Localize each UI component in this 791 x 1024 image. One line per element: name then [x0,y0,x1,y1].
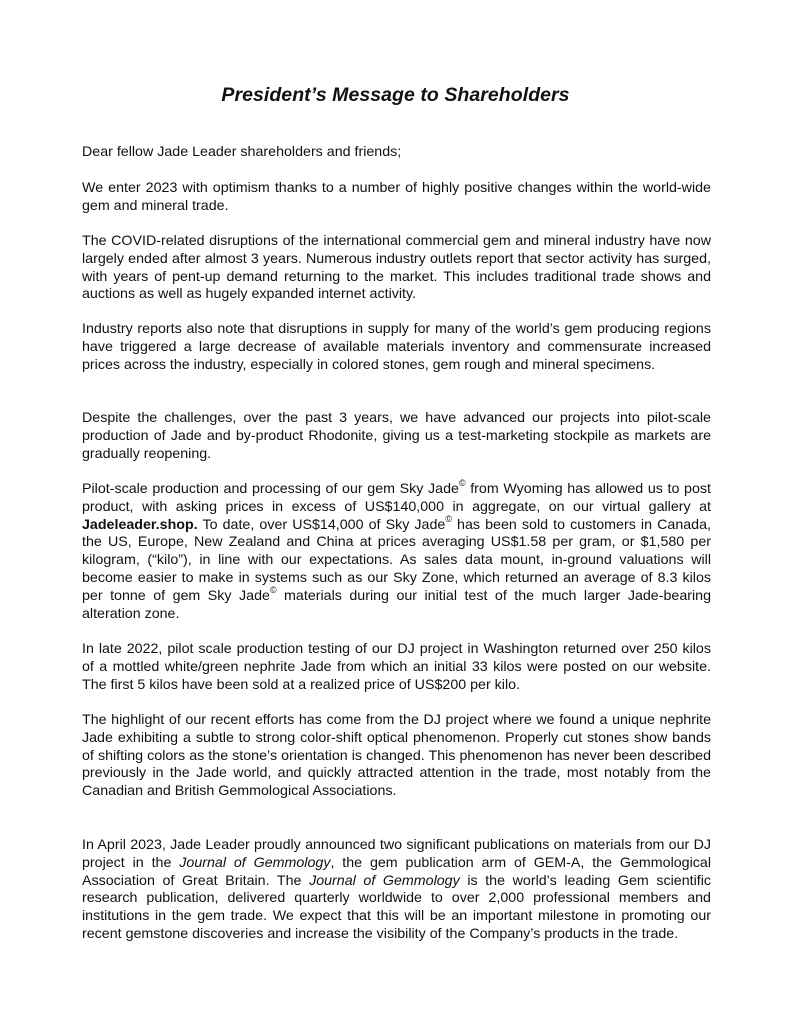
publications-text-c: is the world’s leading Gem scientific research publication, delivered quarterly worldwide to over 2,000 professional members and institutions in the gem trade. We expect that this will be an important milestone in promoting our recent gemstone discoveries and increase the visibility of the Company’s products in the trade. [82,872,712,942]
website-link[interactable]: Jadeleader.shop. [82,516,198,533]
paragraph-sky-jade [82,478,712,623]
paragraph-publications [82,837,711,944]
journal-name: Journal of Gemmology [309,872,460,889]
sky-jade-text-e: materials during our initial test of the much larger Jade-bearing alteration zone. [82,587,712,622]
sky-jade-text-a: Pilot-scale production and processing of our gem Sky Jade [82,481,459,497]
paragraph-industry-supply: Industry reports also note that disruptions in supply for many of the world’s gem producing regions have triggered a large decrease of available materials inventory and commensurate increased prices across the industry, especially in colored stones, gem rough and mineral specimens. [82,321,711,373]
paragraph-color-shift: The highlight of our recent efforts has come from the DJ project where we found a unique nephrite Jade exhibiting a subtle to strong color-shift optical phenomenon. Properly cut stones show bands of shifting colors as the stone’s orientation is changed. This phenomenon has never been described previously in the Jade world, and quickly attracted attention in the trade, most notably from the Canadian and British Gemmological Associations. [82,712,711,800]
publications-text-a: In April 2023, Jade Leader proudly announced two significant publications on materials from our DJ project in the [82,837,711,871]
copyright-mark: © [269,585,277,596]
sky-jade-text-d: has been sold to customers in Canada, the US, Europe, New Zealand and China at prices averaging US$1.58 per gram, or $1,580 per kilogram, (“kilo”), in line with our expectations. As sales data mount, in-ground valuations will become easier to make in systems such as our Sky Zone, which returned an average of 8.3 kilos per tonne of gem Sky Jade [82,516,711,604]
publications-text-b: , the gem publication arm of GEM-A, the Gemmological Association of Great Britain. The [82,854,711,889]
salutation: Dear fellow Jade Leader shareholders and friends; [82,144,402,160]
page-title: President’s Message to Shareholders [221,84,570,106]
paragraph-outlook: We enter 2023 with optimism thanks to a number of highly positive changes within the world-wide gem and mineral trade. [82,180,711,214]
paragraph-covid: The COVID-related disruptions of the international commercial gem and mineral industry have now largely ended after almost 3 years. Numerous industry outlets report that sector activity has surged, with years of pent-up demand returning to the market. This includes traditional trade shows and auctions as well as hugely expanded internet activity. [82,233,711,303]
paragraph-pilot-scale: Despite the challenges, over the past 3 years, we have advanced our projects into pilot-scale production of Jade and by-product Rhodonite, giving us a test-marketing stockpile as markets are gradually reopening. [82,410,711,462]
copyright-mark: © [445,513,452,524]
sky-jade-text-c: To date, over US$14,000 of Sky Jade [197,516,446,533]
sky-jade-text-b: from Wyoming has allowed us to post product, with asking prices in excess of US$140,000 in aggregate, on our virtual gallery at [82,481,711,515]
paragraph-dj-project: In late 2022, pilot scale production testing of our DJ project in Washington returned over 250 kilos of a mottled white/green nephrite Jade from which an initial 33 kilos were posted on our website. The first 5 kilos have been sold at a realized price of US$200 per kilo. [82,641,711,693]
copyright-mark: © [458,478,466,489]
journal-name: Journal of Gemmology [179,854,331,871]
